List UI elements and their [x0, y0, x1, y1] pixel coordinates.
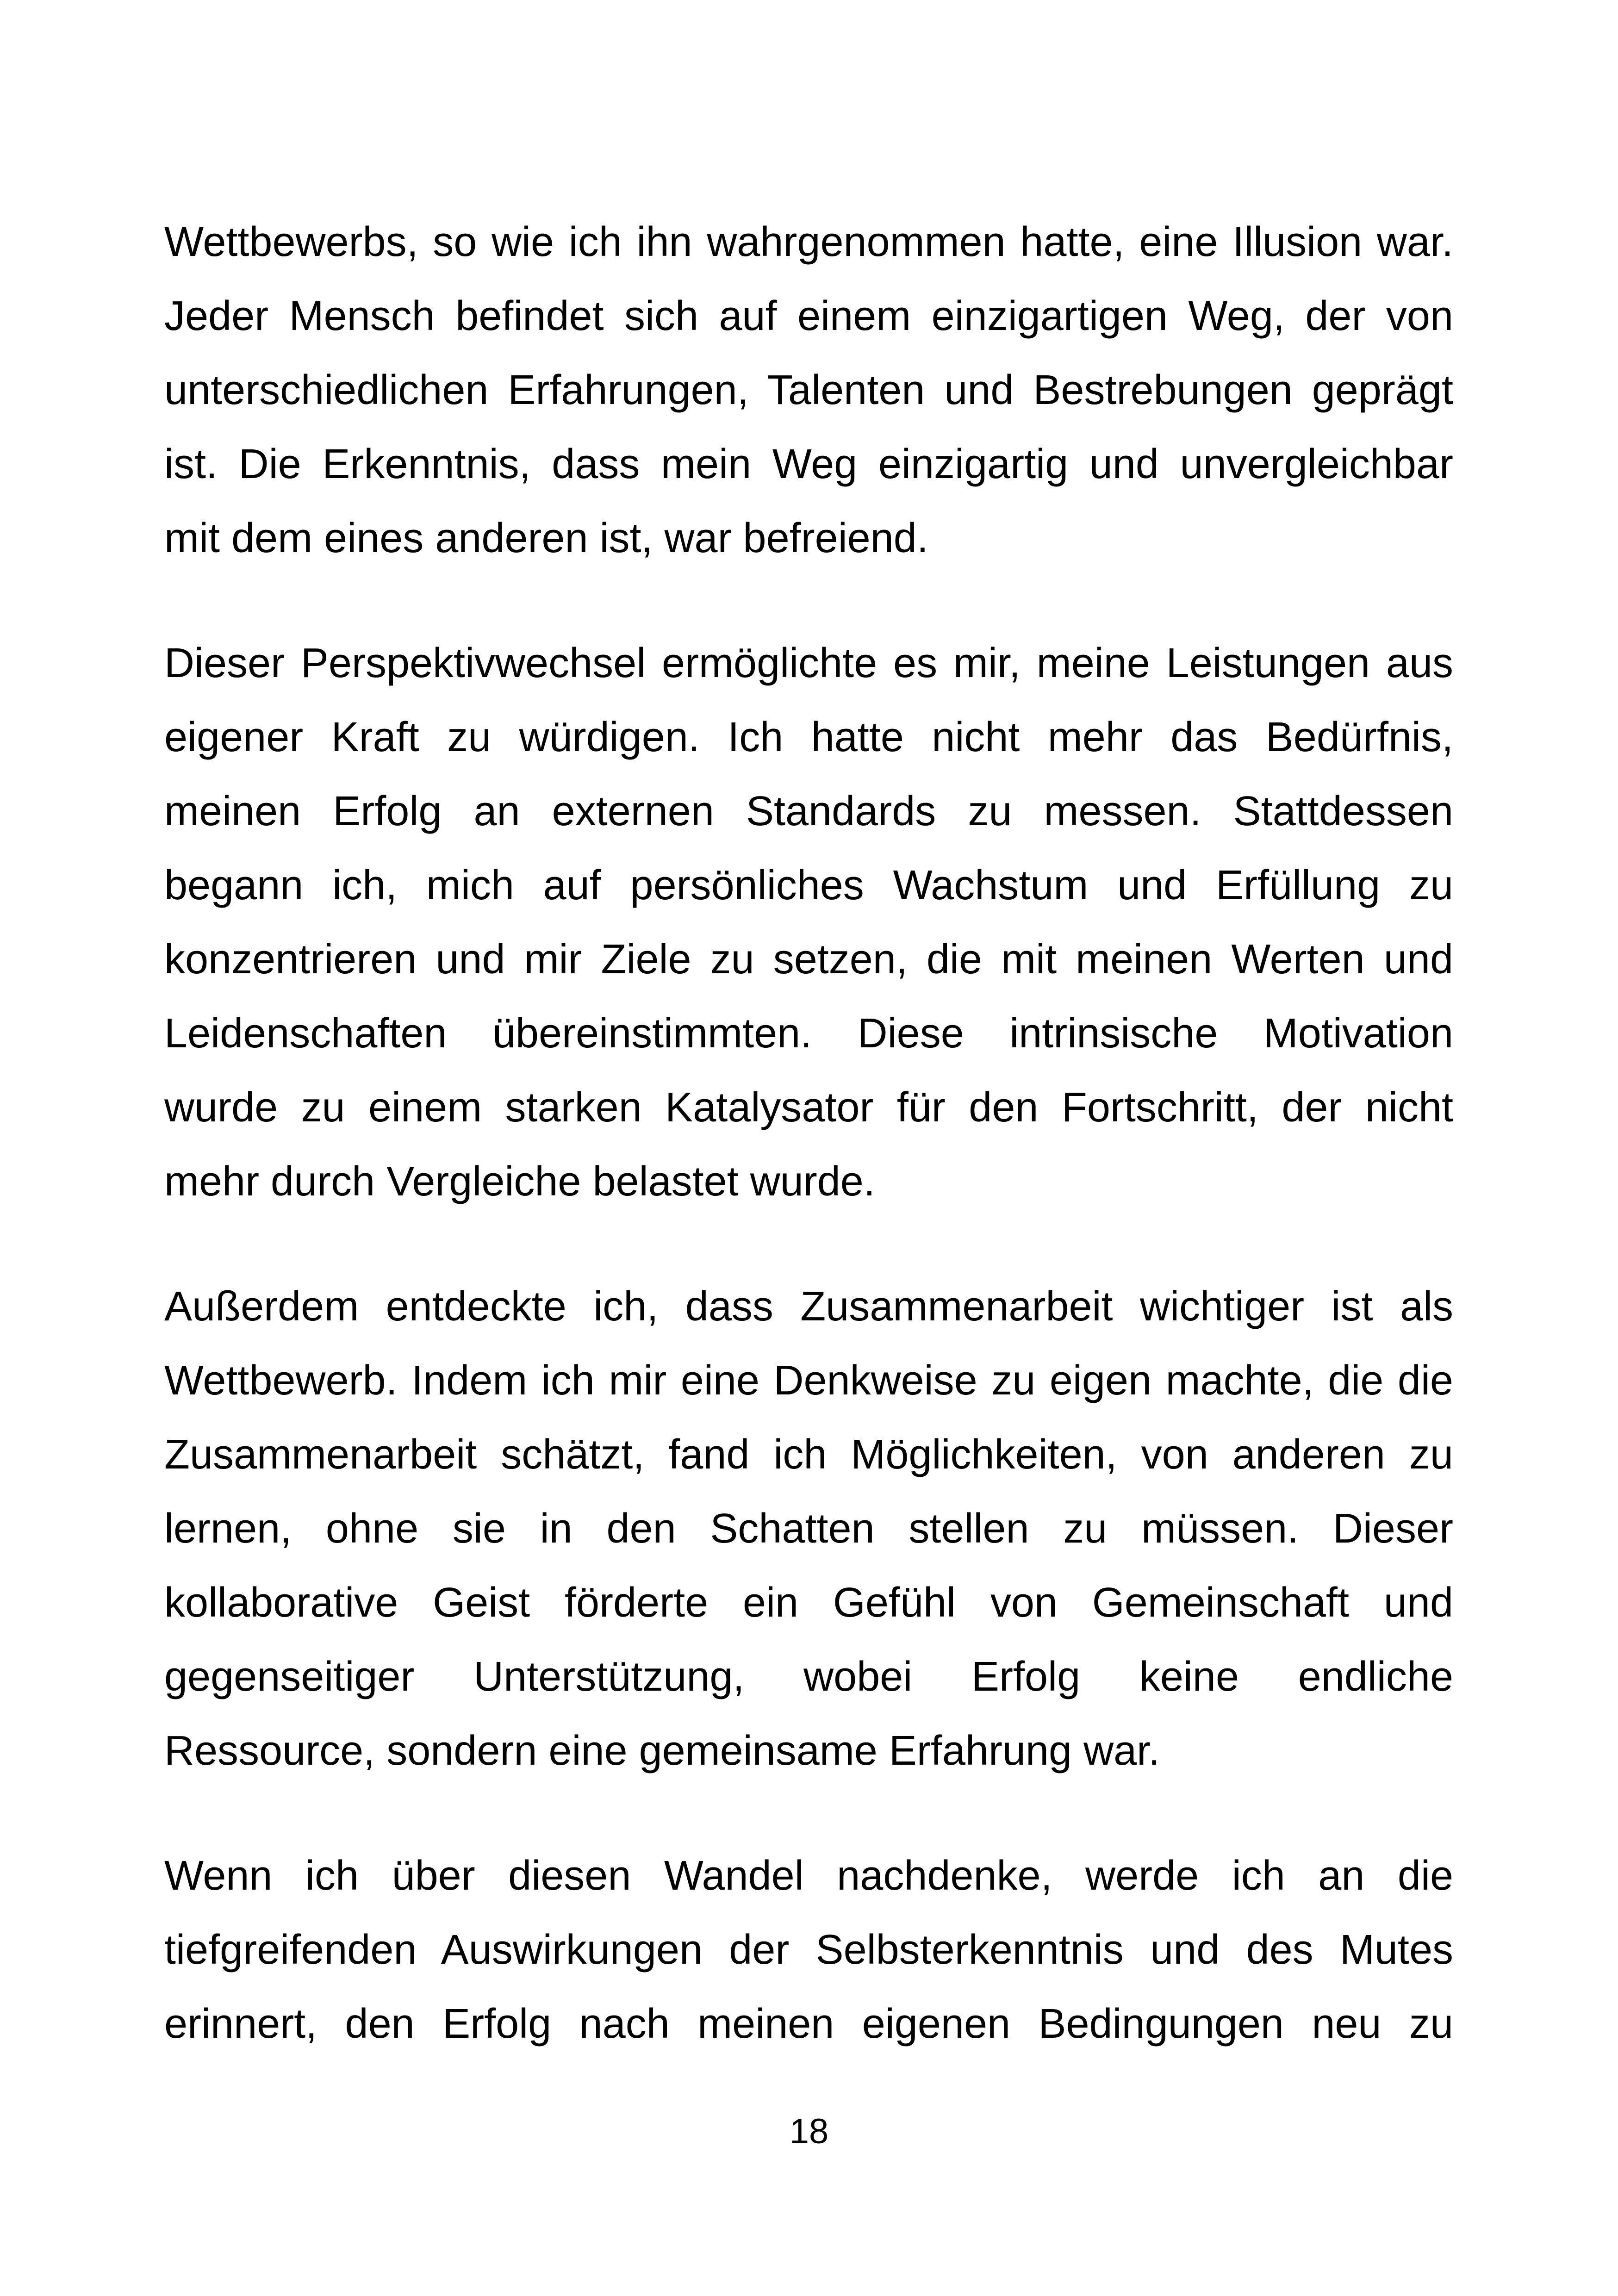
text-line: Dieser Perspektivwechsel ermöglichte es mir, meine Leistungen aus [164, 640, 1453, 686]
text-line: Zusammenarbeit schätzt, fand ich Möglichkeiten, von anderen zu [164, 1431, 1453, 1478]
text-line: Jeder Mensch befindet sich auf einem einzigartigen Weg, der von [164, 293, 1453, 339]
text-line: wurde zu einem starken Katalysator für den Fortschritt, der nicht [164, 1084, 1453, 1131]
text-line: Wettbewerb. Indem ich mir eine Denkweise zu eigen machte, die die [164, 1357, 1453, 1404]
text-line: erinnert, den Erfolg nach meinen eigenen Bedingungen neu zu [164, 2001, 1453, 2047]
text-line: mehr durch Vergleiche belastet wurde. [164, 1158, 875, 1205]
text-content [164, 205, 1453, 2112]
page-number: 18 [789, 2112, 829, 2151]
text-line: gegenseitiger Unterstützung, wobei Erfolg keine endliche [164, 1654, 1453, 1700]
paragraph [164, 1269, 1453, 1788]
text-line: Außerdem entdeckte ich, dass Zusammenarbeit wichtiger ist als [164, 1283, 1453, 1330]
text-line: eigener Kraft zu würdigen. Ich hatte nicht mehr das Bedürfnis, [164, 714, 1453, 760]
text-line: kollaborative Geist förderte ein Gefühl von Gemeinschaft und [164, 1580, 1453, 1626]
text-line: Wenn ich über diesen Wandel nachdenke, werde ich an die [164, 1853, 1453, 1899]
text-line: Leidenschaften übereinstimmten. Diese intrinsische Motivation [164, 1010, 1453, 1057]
text-line: tiefgreifenden Auswirkungen der Selbsterkenntnis und des Mutes [164, 1927, 1453, 1973]
text-line: unterschiedlichen Erfahrungen, Talenten und Bestrebungen geprägt [164, 367, 1453, 413]
text-line: meinen Erfolg an externen Standards zu messen. Stattdessen [164, 788, 1453, 834]
paragraph [164, 626, 1453, 1219]
paragraph [164, 1839, 1453, 2061]
paragraph [164, 205, 1453, 575]
text-line: ist. Die Erkenntnis, dass mein Weg einzigartig und unvergleichbar [164, 441, 1453, 487]
text-line: begann ich, mich auf persönliches Wachstum und Erfüllung zu [164, 862, 1453, 908]
text-line: lernen, ohne sie in den Schatten stellen zu müssen. Dieser [164, 1506, 1453, 1552]
text-line: Wettbewerbs, so wie ich ihn wahrgenommen hatte, eine Illusion war. [164, 219, 1453, 265]
text-line: konzentrieren und mir Ziele zu setzen, die mit meinen Werten und [164, 936, 1453, 983]
text-line: Ressource, sondern eine gemeinsame Erfahrung war. [164, 1728, 1160, 1774]
text-line: mit dem eines anderen ist, war befreiend. [164, 515, 928, 561]
